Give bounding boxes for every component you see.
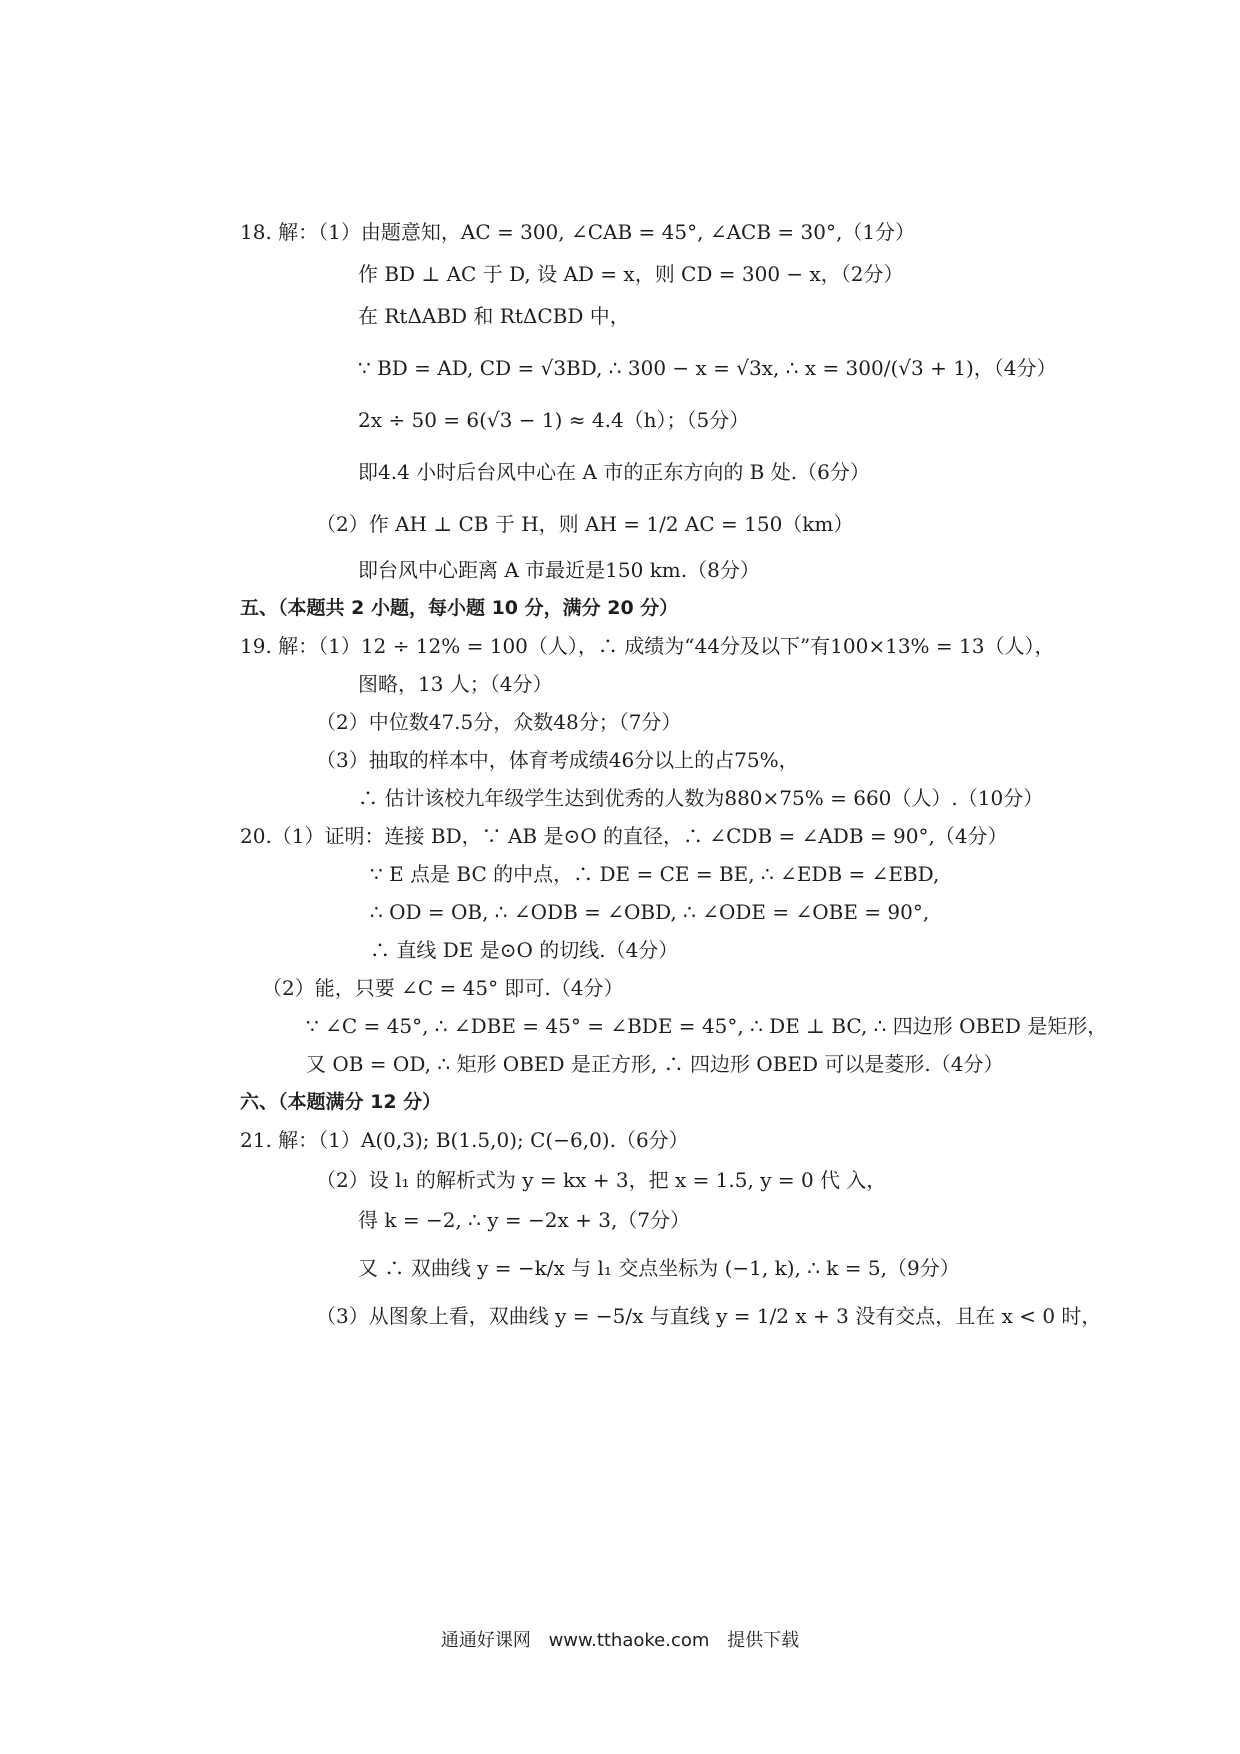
q20-line-7: 又 OB = OD, ∴ 矩形 OBED 是正方形, ∴ 四边形 OBED 可以是菱形.（4分）	[306, 1052, 1004, 1076]
footer-note: 提供下载	[727, 1630, 800, 1651]
q18-line-7: （2）作 AH ⊥ CB 于 H，则 AH = 1/2 AC = 150（km）	[316, 512, 854, 536]
page-footer	[0, 1626, 1240, 1652]
q20-line-5: （2）能，只要 ∠C = 45° 即可.（4分）	[262, 976, 624, 1000]
q19-line-5: ∴ 估计该校九年级学生达到优秀的人数为880×75% = 660（人）.（10分）	[358, 786, 1044, 810]
q20-line-4: ∴ 直线 DE 是⊙O 的切线.（4分）	[370, 938, 679, 962]
q21-line-2: （2）设 l₁ 的解析式为 y = kx + 3，把 x = 1.5, y = 0 代 入，	[316, 1168, 887, 1192]
footer-site-name: 通通好课网	[440, 1630, 531, 1651]
section-6-heading: 六、（本题满分 12 分）	[240, 1091, 442, 1113]
q18-line-8: 即台风中心距离 A 市最近是150 km.（8分）	[358, 558, 760, 582]
q21-line-5: （3）从图象上看，双曲线 y = −5/x 与直线 y = 1/2 x + 3 没有交点，且在 x < 0 时，	[316, 1304, 1102, 1328]
q21-line-4: 又 ∴ 双曲线 y = −k/x 与 l₁ 交点坐标为 (−1, k), ∴ k = 5,（9分）	[358, 1256, 960, 1280]
q20-line-3: ∴ OD = OB, ∴ ∠ODB = ∠OBD, ∴ ∠ODE = ∠OBE = 90°,	[370, 900, 930, 924]
q19-line-1: 19. 解：（1）12 ÷ 12% = 100（人），∴ 成绩为“44分及以下”有100×13% = 13（人），	[240, 634, 1055, 658]
q21-line-3: 得 k = −2, ∴ y = −2x + 3,（7分）	[358, 1208, 691, 1232]
q19-line-2: 图略，13 人；（4分）	[358, 672, 553, 696]
q18-line-1: 18. 解：（1）由题意知，AC = 300, ∠CAB = 45°, ∠ACB = 30°,（1分）	[240, 220, 916, 244]
q21-line-1: 21. 解：（1）A(0,3); B(1.5,0); C(−6,0).（6分）	[240, 1128, 689, 1152]
q20-line-1: 20.（1）证明：连接 BD，∵ AB 是⊙O 的直径，∴ ∠CDB = ∠ADB = 90°,（4分）	[240, 824, 1008, 848]
q18-line-6: 即4.4 小时后台风中心在 A 市的正东方向的 B 处.（6分）	[358, 460, 870, 484]
q20-line-2: ∵ E 点是 BC 的中点，∴ DE = CE = BE, ∴ ∠EDB = ∠EBD,	[370, 862, 940, 886]
section-5-heading: 五、（本题共 2 小题，每小题 10 分，满分 20 分）	[240, 597, 679, 619]
q20-line-6: ∵ ∠C = 45°, ∴ ∠DBE = 45° = ∠BDE = 45°, ∴ DE ⊥ BC, ∴ 四边形 OBED 是矩形，	[306, 1014, 1108, 1038]
q19-line-3: （2）中位数47.5分，众数48分；（7分）	[316, 710, 682, 734]
q18-line-4: ∵ BD = AD, CD = √3BD, ∴ 300 − x = √3x, ∴ x = 300/(√3 + 1)，（4分）	[358, 356, 1057, 380]
q18-line-2: 作 BD ⊥ AC 于 D, 设 AD = x，则 CD = 300 − x，（2分）	[358, 262, 904, 286]
q19-line-4: （3）抽取的样本中，体育考成绩46分以上的占75%，	[316, 748, 799, 772]
q18-line-3: 在 RtΔABD 和 RtΔCBD 中，	[358, 304, 630, 328]
q18-line-5: 2x ÷ 50 = 6(√3 − 1) ≈ 4.4（h）；（5分）	[358, 408, 750, 432]
footer-url-link[interactable]: www.tthaoke.com	[548, 1630, 710, 1651]
